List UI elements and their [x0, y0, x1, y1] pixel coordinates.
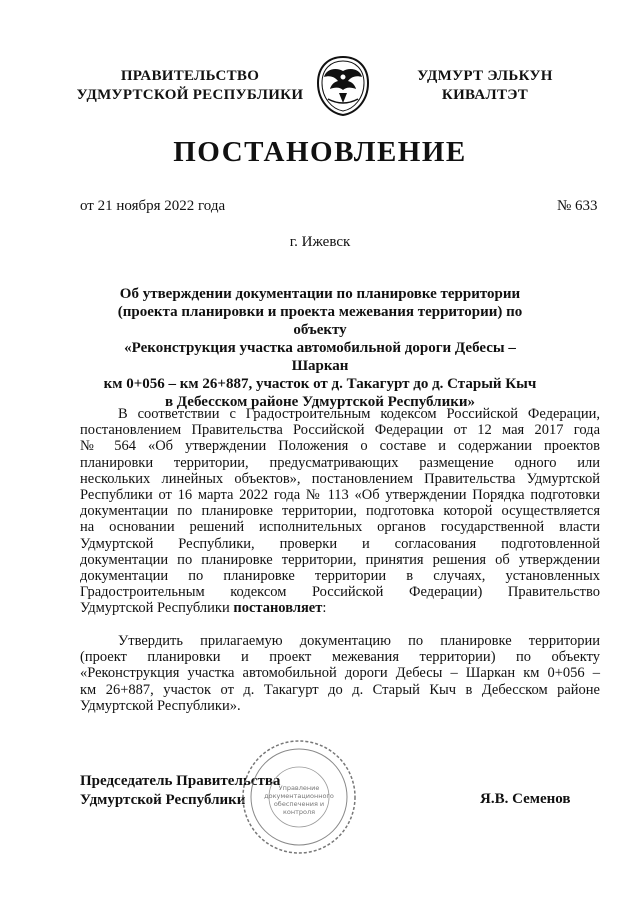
body-line-final [80, 600, 600, 616]
resolves-colon: : [322, 600, 327, 617]
subject-line: км 0+056 – км 26+887, участок от д. Такагурт до д. Старый Кыч [103, 376, 537, 392]
body-line: Удмуртской Республики». [80, 697, 241, 714]
issuer-name-udmurt [395, 67, 575, 105]
issuer-line: ПРАВИТЕЛЬСТВО [120, 68, 260, 84]
subject-line: в Дебесском районе Удмуртской Республики» [164, 394, 476, 410]
document-subject [95, 285, 545, 411]
resolves-keyword: постановляет [233, 600, 323, 617]
body-line: (проект планировки и проект межевания территории) по объекту [80, 649, 600, 666]
stamp-text: документационного [264, 792, 334, 800]
document-type-title: ПОСТАНОВЛЕНИЕ [173, 136, 467, 168]
body-line: постановлением Правительства Российской Федерации от 12 мая 2017 года [80, 422, 600, 439]
body-line: Градостроительным кодексом Российской Федерации) Правительство [80, 584, 600, 601]
udmurt-coat-of-arms-icon [314, 55, 372, 117]
body-line: Удмуртской Республики, проверки и согласования подготовленной [80, 535, 600, 552]
round-stamp-icon [240, 738, 358, 856]
body-line: В соответствии с Градостроительным кодексом Российской Федерации, [118, 406, 600, 422]
stamp-text: обеспечения и [273, 800, 325, 808]
body-line: Утвердить прилагаемую документацию по планировке территории [118, 633, 600, 649]
body-paragraph-2 [80, 633, 600, 714]
subject-line: «Реконструкция участка автомобильной дороги Дебесы – Шаркан [124, 340, 516, 374]
body-line: планировки территории, предусматривающих размещение одного или [80, 454, 600, 471]
stamp-text: контроля [282, 808, 316, 816]
issuer-name-russian [70, 67, 310, 105]
issuer-line: УДМУРТСКОЙ РЕСПУБЛИКИ [76, 87, 304, 103]
body-line: нескольких линейных объектов», постановлением Правительства Удмуртской [80, 470, 600, 487]
signatory-title-line: Председатель Правительства [80, 773, 281, 789]
body-line: «Реконструкция участка автомобильной дороги Дебесы – Шаркан км 0+056 – [80, 665, 600, 682]
signatory-title-line: Удмуртской Республики [80, 792, 246, 808]
body-line: на основании решений исполнительных органов государственной власти [80, 519, 600, 536]
document-number: № 633 [557, 198, 598, 214]
body-line: документации по планировке территории, принятия решения об утверждении [80, 551, 600, 568]
body-line: Республики от 16 марта 2022 года № 113 «Об утверждении Порядка подготовки [80, 487, 600, 504]
body-text: Удмуртской Республики [80, 600, 230, 617]
document-city: г. Ижевск [289, 234, 351, 250]
subject-line: (проекта планировки и проекта межевания территории) по объекту [117, 304, 523, 338]
body-line: км 26+887, участок от д. Такагурт до д. Старый Кыч в Дебесском районе [80, 681, 600, 698]
issuer-line: КИВАЛТЭТ [441, 87, 529, 103]
document-date: от 21 ноября 2022 года [80, 198, 226, 214]
body-line: документации по планировке территории, подготовка которой осуществляется [80, 503, 600, 520]
body-paragraph-1 [80, 406, 600, 617]
signatory-name: Я.В. Семенов [480, 791, 571, 807]
body-line: № 564 «Об утверждении Положения о составе и содержании проектов [80, 438, 600, 455]
stamp-text: Управление [278, 784, 320, 792]
issuer-line: УДМУРТ ЭЛЬКУН [417, 68, 553, 84]
body-line: документации по планировке территории в случаях, установленных [80, 568, 600, 585]
subject-line: Об утверждении документации по планировке территории [119, 286, 521, 302]
